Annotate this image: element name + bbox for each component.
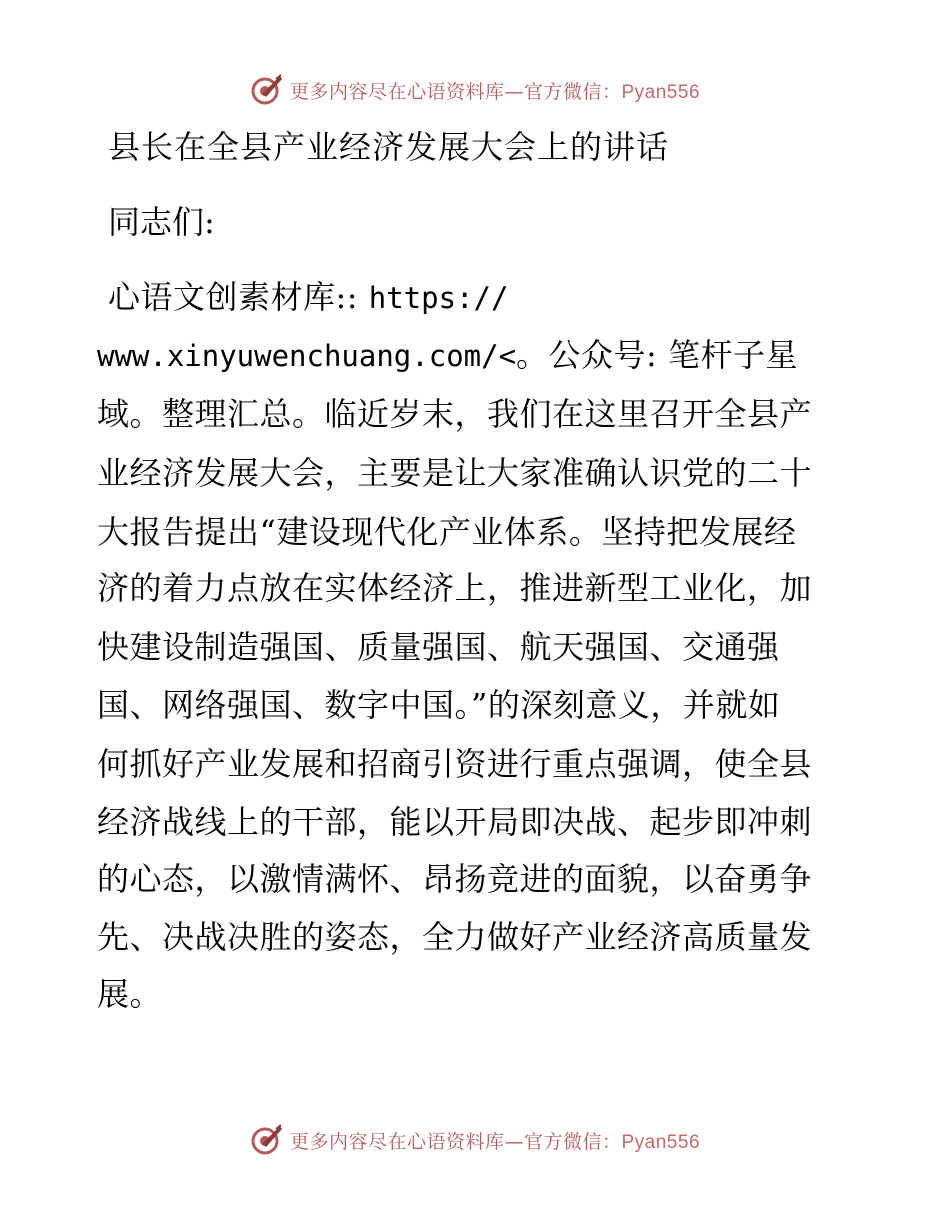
paragraph-line: 济的着力点放在实体经济上，推进新型工业化，加	[97, 569, 813, 607]
banner-wechat-id: Pyan556	[621, 81, 701, 103]
banner-separator: —	[504, 80, 524, 103]
banner-slogan: 更多内容尽在心语资料库	[289, 1130, 505, 1153]
banner-text	[290, 1127, 700, 1154]
quill-pen-logo-icon	[250, 73, 284, 107]
paragraph-line: 大报告提出“建设现代化产业体系。坚持把发展经	[97, 513, 797, 551]
paragraph-line: 经济战线上的干部，能以开局即决战、起步即冲刺	[97, 803, 813, 841]
paragraph-line-text: 心语文创素材库:: https://	[108, 278, 509, 316]
paragraph-line: 先、决战决胜的姿态，全力做好产业经济高质量发	[97, 918, 813, 956]
banner-slogan: 更多内容尽在心语资料库	[289, 80, 505, 103]
paragraph-line: 业经济发展大会，主要是让大家准确认识党的二十	[97, 454, 813, 492]
banner-official-label: 官方微信：	[523, 1130, 622, 1153]
banner-text	[290, 77, 700, 104]
document-greeting: 同志们:	[108, 203, 215, 241]
document-title: 县长在全县产业经济发展大会上的讲话	[108, 128, 670, 166]
paragraph-line	[108, 275, 508, 320]
banner-separator: —	[504, 1130, 524, 1153]
paragraph-line: 域。整理汇总。临近岁末，我们在这里召开全县产	[97, 395, 813, 433]
header-banner	[0, 70, 950, 110]
footer-banner	[0, 1120, 950, 1160]
paragraph-line: www.xinyuwenchuang.com/<。公众号: 笔杆子星	[97, 336, 798, 374]
quill-pen-logo-icon	[250, 1123, 284, 1157]
banner-wechat-id: Pyan556	[621, 1131, 701, 1153]
paragraph-line: 快建设制造强国、质量强国、航天强国、交通强	[97, 628, 780, 666]
paragraph-line: 展。	[97, 975, 163, 1013]
paragraph-line: 国、网络强国、数字中国。”的深刻意义，并就如	[97, 686, 781, 724]
banner-official-label: 官方微信：	[523, 80, 622, 103]
paragraph-line: 何抓好产业发展和招商引资进行重点强调，使全县	[97, 745, 813, 783]
paragraph-line: 的心态，以激情满怀、昂扬竞进的面貌，以奋勇争	[97, 860, 813, 898]
